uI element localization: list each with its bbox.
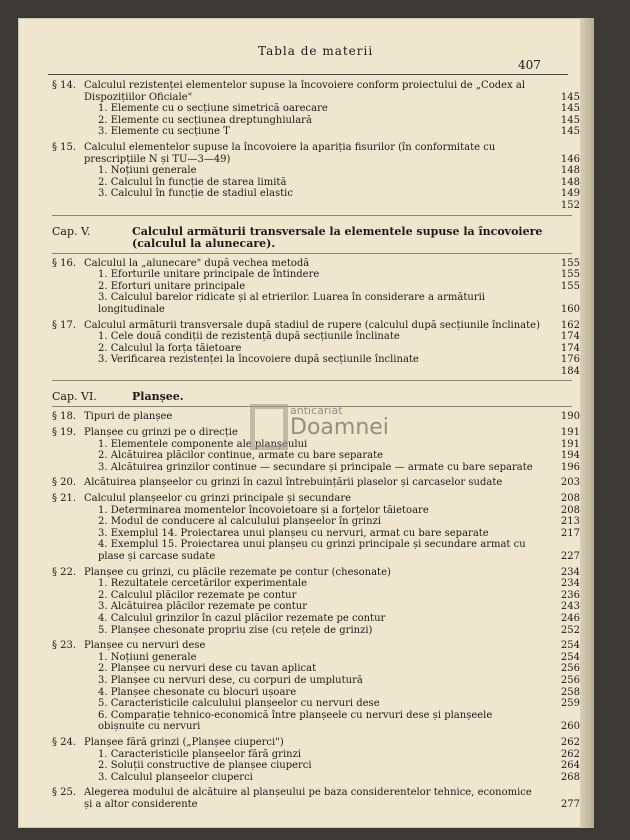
section-page: 146 (560, 153, 580, 165)
subsection-page: 236 (560, 589, 580, 601)
subsection-page: 191 (560, 438, 580, 450)
section-body (84, 477, 580, 489)
subsection-row (84, 516, 580, 528)
subsection-title: 6. Comparație tehnico-economică între planșeele cu nervuri dese și planșeele obișnuite cu nervuri (98, 709, 493, 733)
subsection-page: 174 (560, 331, 580, 343)
subsection-row (84, 772, 580, 784)
subsection-title: 2. Soluții constructive de planșee ciuperci (98, 760, 312, 772)
subsection-page: 174 (560, 342, 580, 354)
subsection-row (84, 652, 580, 664)
subsection-page: 217 (560, 527, 580, 539)
toc-entry (52, 258, 580, 316)
subsection-page: 155 (560, 280, 580, 292)
toc-entry (52, 787, 580, 810)
section-page: 277 (560, 798, 580, 810)
running-header (18, 44, 594, 72)
watermark-line2: Doamnei (290, 415, 389, 440)
subsection-title: 5. Planșee chesonate propriu zise (cu rețele de grinzi) (98, 624, 373, 636)
subsection-page: 148 (560, 165, 580, 177)
section-body (84, 787, 580, 810)
section-title: Tipuri de planșee (84, 411, 173, 423)
section-number: § 24. (52, 736, 77, 748)
subsection-title: 3. Calculul planșeelor ciuperci (98, 771, 253, 783)
section-page: 254 (560, 640, 580, 652)
section-body (84, 640, 580, 733)
section-title-row (84, 142, 580, 165)
subsection-title: 1. Elementele componente ale planșeului (98, 438, 308, 450)
subsection-page: 256 (560, 663, 580, 675)
toc-entry (52, 640, 580, 733)
divider (52, 215, 572, 216)
section-number: § 14. (52, 80, 77, 91)
section-number: § 25. (52, 787, 77, 799)
page-number: 407 (518, 58, 541, 72)
section-title-row (84, 258, 580, 270)
subsection-page: 194 (560, 450, 580, 462)
section-number: § 23. (52, 640, 77, 652)
section-page: 145 (560, 91, 580, 103)
section-title-row (84, 493, 580, 505)
subsection-page: 268 (560, 771, 580, 783)
toc-entry (52, 567, 580, 637)
section-title-row (84, 567, 580, 579)
section-title-row (84, 737, 580, 749)
section-body (84, 567, 580, 637)
subsection-page: 196 (560, 461, 580, 473)
section-title: Alegerea modului de alcătuire al planșeului pe baza considerentelor tehnice, economice și a altor considerente (84, 787, 532, 810)
subsection-page: 149 (560, 188, 580, 200)
section-number: § 20. (52, 477, 77, 489)
subsection-row (84, 505, 580, 517)
subsection-row (84, 177, 580, 189)
subsection-row (84, 115, 580, 127)
subsection-title: 1. Rezultatele cercetărilor experimentale (98, 578, 308, 590)
section-title: Planșee fără grinzi („Planșee ciuperci") (84, 736, 284, 748)
subsection-page: 258 (560, 686, 580, 698)
section-title-row (84, 477, 580, 489)
subsection-title: 3. Elemente cu secțiune T (98, 126, 230, 138)
subsection-row (84, 366, 580, 378)
watermark-logo (250, 404, 420, 444)
subsection-page: 227 (560, 551, 580, 562)
subsection-row (84, 462, 580, 474)
subsection-title: 3. Exemplul 14. Proiectarea unui planșeu cu nervuri, armat cu bare separate (98, 527, 489, 539)
section-body (84, 258, 580, 316)
subsection-row (84, 539, 580, 562)
subsection-row (84, 601, 580, 613)
divider (52, 253, 572, 254)
subsection-row (84, 269, 580, 281)
subsection-page: 254 (560, 651, 580, 663)
toc-entry (52, 737, 580, 783)
subsection-page: 184 (560, 365, 580, 377)
subsection-title: 2. Planșee cu nervuri dese cu tavan aplicat (98, 663, 317, 675)
section-title: Calculul rezistenței elementelor supuse la încovoiere conform proiectului de „Codex al Dispozițiilor Oficiale" (84, 80, 526, 103)
subsection-title: 3. Calculul în funcție de stadiul elastic (98, 188, 293, 200)
subsection-row (84, 613, 580, 625)
section-title: Planșee cu grinzi pe o direcție (84, 427, 238, 439)
watermark-line1: anticariat (290, 404, 343, 417)
section-title-row (84, 640, 580, 652)
subsection-row (84, 354, 580, 366)
subsection-row (84, 663, 580, 675)
section-number: § 15. (52, 141, 77, 153)
section-page: 191 (560, 427, 580, 439)
subsection-title: 2. Calculul la forța tăietoare (98, 342, 242, 354)
subsection-title: 1. Noțiuni generale (98, 651, 197, 663)
subsection-page: 264 (560, 760, 580, 772)
subsection-title: 1. Eforturile unitare principale de întindere (98, 269, 320, 281)
subsection-page: 160 (560, 303, 580, 315)
subsection-page: 176 (560, 354, 580, 366)
subsection-title: 1. Elemente cu o secțiune simetrică oarecare (98, 103, 328, 115)
subsection-title: 3. Verificarea rezistenței la încovoiere după secțiunile înclinate (98, 354, 419, 366)
subsection-row (84, 200, 580, 212)
subsection-row (84, 698, 580, 710)
subsection-row (84, 165, 580, 177)
subsection-title: 1. Caracteristicile planșeelor fără grinzi (98, 748, 302, 760)
section-title-row (84, 80, 580, 103)
subsection-page: 148 (560, 176, 580, 188)
subsection-title: 3. Planșee cu nervuri dese, cu corpuri de umplutură (98, 674, 363, 686)
header-rule (48, 74, 568, 75)
subsection-row (84, 675, 580, 687)
section-title: Calculul armăturii transversale după stadiul de rupere (calculul după secțiunile înclinate) (84, 319, 540, 331)
subsection-row (84, 281, 580, 293)
section-number: § 19. (52, 427, 77, 439)
divider (52, 380, 572, 381)
subsection-row (84, 528, 580, 540)
book-spine (580, 18, 594, 828)
subsection-page: 152 (560, 199, 580, 211)
section-title: Calculul planșeelor cu grinzi principale și secundare (84, 493, 352, 505)
subsection-row (84, 687, 580, 699)
section-title: Calculul la „alunecare" după vechea metodă (84, 257, 310, 269)
toc-entry (52, 493, 580, 563)
section-number: § 17. (52, 319, 77, 331)
subsection-title: 4. Planșee chesonate cu blocuri ușoare (98, 686, 297, 698)
subsection-title: 2. Elemente cu secțiunea dreptunghiulară (98, 114, 312, 126)
section-page: 162 (560, 319, 580, 331)
subsection-title: 3. Calculul barelor ridicate și al etrierilor. Luarea în considerare a armăturii longitudinale (98, 292, 485, 315)
subsection-page: 213 (560, 516, 580, 528)
subsection-row (84, 331, 580, 343)
subsection-row (84, 103, 580, 115)
subsection-page: 145 (560, 114, 580, 126)
chapter-heading (52, 226, 580, 250)
subsection-title: 4. Exemplul 15. Proiectarea unui planșeu cu grinzi principale și secundare armat cu plase și carcase sudate (98, 539, 526, 562)
section-title: Planșee cu nervuri dese (84, 640, 206, 652)
section-page: 262 (560, 736, 580, 748)
subsection-page: 252 (560, 624, 580, 636)
section-page: 234 (560, 566, 580, 578)
subsection-title: 2. Alcătuirea plăcilor continue, armate cu bare separate (98, 450, 384, 462)
subsection-title: 3. Alcătuirea grinzilor continue — secundare și principale — armate cu bare separate (98, 461, 533, 473)
subsection-title: 1. Cele două condiții de rezistență după secțiunile înclinate (98, 331, 400, 343)
chapter-title: Calculul armăturii transversale la elementele supuse la încovoiere (calculul la alunecare). (132, 224, 543, 250)
section-page: 190 (560, 411, 580, 423)
subsection-title: 2. Modul de conducere al calculului planșeelor în grinzi (98, 516, 382, 528)
section-page: 203 (560, 477, 580, 489)
section-body (84, 320, 580, 378)
subsection-row (84, 188, 580, 200)
section-title: Calculul elementelor supuse la încovoiere la apariția fisurilor (în conformitate cu prescripțiile N și TU—3—49) (84, 141, 496, 165)
section-number: § 16. (52, 257, 77, 269)
section-number: § 21. (52, 493, 77, 505)
subsection-row (84, 749, 580, 761)
subsection-row (84, 126, 580, 138)
section-title-row (84, 787, 580, 810)
book-page (18, 18, 594, 828)
subsection-row (84, 578, 580, 590)
header-title: Tabla de materii (258, 44, 374, 58)
section-title: Alcătuirea planșeelor cu grinzi în cazul întrebuințării plaselor și carcaselor sudate (84, 477, 503, 489)
watermark-frame-icon (250, 404, 288, 450)
subsection-page: 262 (560, 748, 580, 760)
subsection-row (84, 710, 580, 733)
subsection-title: 3. Alcătuirea plăcilor rezemate pe contur (98, 601, 307, 613)
toc-entry (52, 320, 580, 378)
section-number: § 18. (52, 411, 77, 423)
subsection-page: 145 (560, 126, 580, 138)
chapter-title: Planșee. (132, 390, 184, 404)
subsection-row (84, 590, 580, 602)
chapter-number: Cap. V. (52, 224, 91, 238)
subsection-title: 1. Noțiuni generale (98, 165, 197, 177)
subsection-row (84, 760, 580, 772)
section-page: 155 (560, 257, 580, 269)
subsection-page: 246 (560, 612, 580, 624)
toc-entry (52, 80, 580, 138)
section-body (84, 737, 580, 783)
section-page: 208 (560, 493, 580, 505)
subsection-page: 208 (560, 504, 580, 516)
subsection-title: 2. Calculul plăcilor rezemate pe contur (98, 589, 297, 601)
chapter-heading (52, 391, 580, 403)
section-body (84, 80, 580, 138)
subsection-page: 155 (560, 269, 580, 281)
subsection-title: 1. Determinarea momentelor încovoietoare și a forțelor tăietoare (98, 504, 429, 516)
subsection-page: 256 (560, 674, 580, 686)
toc-entry (52, 477, 580, 489)
subsection-row (84, 625, 580, 637)
subsection-title: 2. Calculul în funcție de starea limită (98, 176, 287, 188)
subsection-page: 234 (560, 578, 580, 590)
section-title: Planșee cu grinzi, cu plăcile rezemate pe contur (chesonate) (84, 566, 391, 578)
section-title-row (84, 320, 580, 332)
subsection-title: 2. Eforturi unitare principale (98, 280, 246, 292)
subsection-page: 260 (560, 721, 580, 733)
toc-entry (52, 142, 580, 212)
subsection-page: 145 (560, 103, 580, 115)
subsection-title: 4. Calculul grinzilor în cazul plăcilor rezemate pe contur (98, 612, 386, 624)
section-body (84, 142, 580, 212)
subsection-row (84, 343, 580, 355)
subsection-page: 259 (560, 698, 580, 710)
subsection-page: 243 (560, 601, 580, 613)
section-number: § 22. (52, 566, 77, 578)
chapter-number: Cap. VI. (52, 390, 97, 404)
subsection-row (84, 450, 580, 462)
subsection-row (84, 292, 580, 315)
section-body (84, 493, 580, 563)
subsection-title: 5. Caracteristicile calculului planșeelor cu nervuri dese (98, 698, 380, 710)
